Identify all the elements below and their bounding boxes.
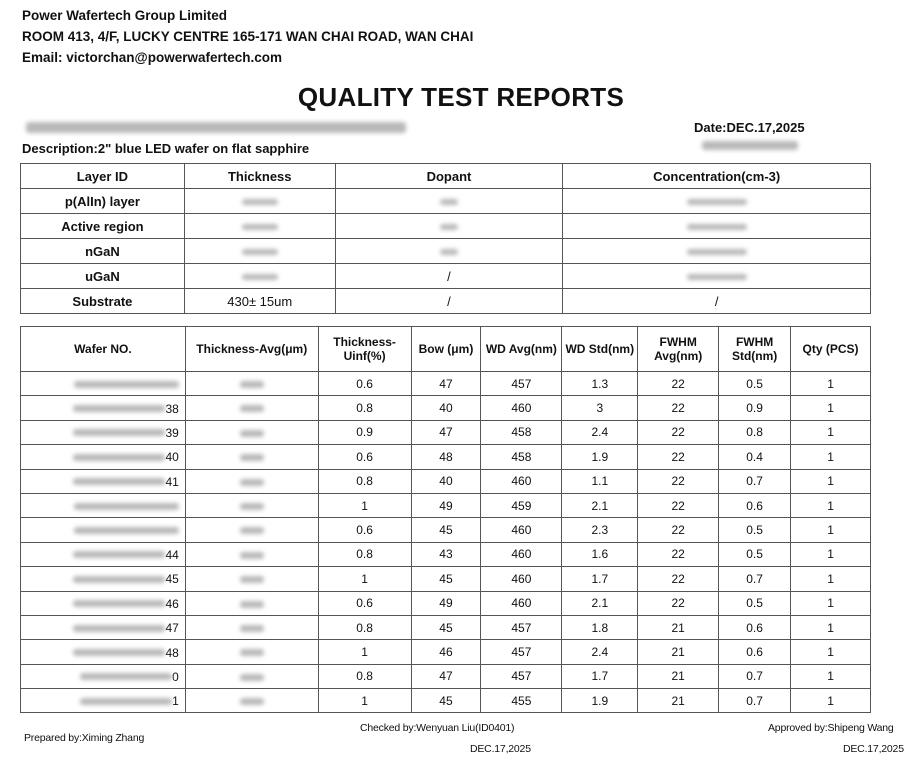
- fwhm-avg-cell: 22: [638, 420, 719, 444]
- redacted-value: [242, 224, 278, 230]
- redacted-thickness-avg: [240, 430, 264, 437]
- wafer-test-table: [20, 326, 871, 713]
- qty-cell: 1: [791, 615, 871, 639]
- thickness-avg-cell: [185, 445, 318, 469]
- thickness-uinf-cell: 0.8: [318, 664, 411, 688]
- approved-by: Approved by:Shipeng Wang: [768, 722, 894, 734]
- header-wd-avg: WD Avg(nm): [481, 327, 562, 372]
- header-thickness-uinf: Thickness-Uinf(%): [318, 327, 411, 372]
- wafer-row: [21, 493, 871, 517]
- wafer-no-suffix: 41: [165, 474, 179, 489]
- fwhm-std-cell: 0.5: [719, 542, 791, 566]
- bow-cell: 45: [411, 518, 481, 542]
- thickness-avg-cell: [185, 591, 318, 615]
- qty-cell: 1: [791, 664, 871, 688]
- wd-std-cell: 2.1: [562, 493, 638, 517]
- redacted-wafer-prefix: [80, 698, 172, 705]
- layer-concentration-cell: [563, 189, 871, 214]
- wafer-row: [21, 372, 871, 396]
- layer-dopant-cell: [335, 239, 563, 264]
- header-qty: Qty (PCS): [791, 327, 871, 372]
- fwhm-avg-cell: 22: [638, 591, 719, 615]
- fwhm-std-cell: 0.9: [719, 396, 791, 420]
- wafer-no-suffix: 47: [165, 621, 179, 636]
- header-concentration: Concentration(cm-3): [563, 164, 871, 189]
- wafer-no-cell: [21, 542, 186, 566]
- redacted-value: [687, 249, 747, 255]
- redacted-wafer-prefix: [73, 454, 165, 461]
- redacted-value: [242, 249, 278, 255]
- redacted-wafer-prefix: [80, 673, 172, 680]
- layer-table-header: [21, 164, 871, 189]
- thickness-uinf-cell: 0.6: [318, 372, 411, 396]
- company-email: Email: victorchan@powerwafertech.com: [22, 50, 282, 65]
- wafer-no-cell: [21, 615, 186, 639]
- fwhm-avg-cell: 22: [638, 542, 719, 566]
- redacted-date-note: [702, 141, 798, 150]
- qty-cell: 1: [791, 420, 871, 444]
- redacted-wafer-prefix: [74, 381, 179, 388]
- bow-cell: 40: [411, 469, 481, 493]
- wd-std-cell: 1.9: [562, 445, 638, 469]
- thickness-uinf-cell: 0.6: [318, 591, 411, 615]
- layer-id-cell: nGaN: [21, 239, 185, 264]
- wd-std-cell: 2.4: [562, 420, 638, 444]
- fwhm-std-cell: 0.7: [719, 664, 791, 688]
- thickness-uinf-cell: 1: [318, 689, 411, 713]
- wafer-row: [21, 689, 871, 713]
- header-wafer-no: Wafer NO.: [21, 327, 186, 372]
- fwhm-avg-cell: 22: [638, 493, 719, 517]
- wafer-no-suffix: 46: [165, 596, 179, 611]
- wafer-no-cell: [21, 591, 186, 615]
- wd-std-cell: 1.7: [562, 567, 638, 591]
- fwhm-avg-cell: 22: [638, 567, 719, 591]
- report-title: QUALITY TEST REPORTS: [297, 82, 625, 112]
- wd-avg-cell: 460: [481, 469, 562, 493]
- bow-cell: 40: [411, 396, 481, 420]
- wafer-no-suffix: 40: [165, 450, 179, 465]
- wd-avg-cell: 455: [481, 689, 562, 713]
- layer-thickness-cell: [184, 214, 335, 239]
- wafer-no-suffix: 1: [172, 694, 179, 709]
- redacted-thickness-avg: [240, 503, 264, 510]
- wafer-no-suffix: 39: [165, 425, 179, 440]
- wafer-no-cell: [21, 493, 186, 517]
- layer-dopant-cell: /: [335, 289, 563, 314]
- bow-cell: 47: [411, 420, 481, 444]
- wafer-no-cell: [21, 420, 186, 444]
- layer-row: [21, 189, 871, 214]
- fwhm-std-cell: 0.4: [719, 445, 791, 469]
- fwhm-std-cell: 0.7: [719, 469, 791, 493]
- fwhm-std-cell: 0.8: [719, 420, 791, 444]
- wd-std-cell: 2.1: [562, 591, 638, 615]
- fwhm-avg-cell: 22: [638, 396, 719, 420]
- header-dopant: Dopant: [335, 164, 563, 189]
- header-fwhm-avg: FWHM Avg(nm): [638, 327, 719, 372]
- layer-dopant-cell: /: [335, 264, 563, 289]
- fwhm-avg-cell: 21: [638, 689, 719, 713]
- bow-cell: 45: [411, 689, 481, 713]
- fwhm-std-cell: 0.6: [719, 493, 791, 517]
- wd-std-cell: 1.7: [562, 664, 638, 688]
- wd-avg-cell: 457: [481, 664, 562, 688]
- fwhm-std-cell: 0.7: [719, 567, 791, 591]
- redacted-value: [687, 274, 747, 280]
- wd-avg-cell: 460: [481, 567, 562, 591]
- thickness-avg-cell: [185, 469, 318, 493]
- wd-avg-cell: 460: [481, 542, 562, 566]
- thickness-uinf-cell: 0.8: [318, 542, 411, 566]
- qty-cell: 1: [791, 396, 871, 420]
- fwhm-avg-cell: 22: [638, 518, 719, 542]
- wd-avg-cell: 459: [481, 493, 562, 517]
- wafer-no-suffix: 44: [165, 547, 179, 562]
- thickness-avg-cell: [185, 518, 318, 542]
- layer-structure-table: [20, 163, 871, 314]
- thickness-uinf-cell: 1: [318, 493, 411, 517]
- fwhm-avg-cell: 21: [638, 664, 719, 688]
- header-thickness: Thickness: [184, 164, 335, 189]
- thickness-avg-cell: [185, 567, 318, 591]
- redacted-wafer-prefix: [73, 576, 165, 583]
- wafer-no-cell: [21, 396, 186, 420]
- qty-cell: 1: [791, 493, 871, 517]
- wafer-no-cell: [21, 640, 186, 664]
- fwhm-std-cell: 0.6: [719, 640, 791, 664]
- qty-cell: 1: [791, 518, 871, 542]
- wafer-no-suffix: 48: [165, 645, 179, 660]
- redacted-value: [687, 199, 747, 205]
- wafer-row: [21, 542, 871, 566]
- qty-cell: 1: [791, 640, 871, 664]
- fwhm-std-cell: 0.6: [719, 615, 791, 639]
- qty-cell: 1: [791, 469, 871, 493]
- wd-avg-cell: 457: [481, 372, 562, 396]
- wd-std-cell: 2.4: [562, 640, 638, 664]
- redacted-thickness-avg: [240, 552, 264, 559]
- layer-id-cell: Substrate: [21, 289, 185, 314]
- wd-avg-cell: 460: [481, 591, 562, 615]
- wd-std-cell: 2.3: [562, 518, 638, 542]
- qty-cell: 1: [791, 445, 871, 469]
- thickness-uinf-cell: 0.8: [318, 396, 411, 420]
- thickness-uinf-cell: 0.9: [318, 420, 411, 444]
- wafer-table-header: [21, 327, 871, 372]
- thickness-avg-cell: [185, 689, 318, 713]
- qty-cell: 1: [791, 591, 871, 615]
- redacted-value: [440, 224, 458, 230]
- bow-cell: 43: [411, 542, 481, 566]
- layer-dopant-cell: [335, 214, 563, 239]
- redacted-thickness-avg: [240, 479, 264, 486]
- layer-concentration-cell: [563, 264, 871, 289]
- fwhm-avg-cell: 22: [638, 445, 719, 469]
- wd-std-cell: 3: [562, 396, 638, 420]
- redacted-value: [440, 249, 458, 255]
- wafer-no-cell: [21, 567, 186, 591]
- wafer-row: [21, 615, 871, 639]
- fwhm-avg-cell: 22: [638, 469, 719, 493]
- layer-id-cell: Active region: [21, 214, 185, 239]
- wd-avg-cell: 458: [481, 420, 562, 444]
- wafer-row: [21, 664, 871, 688]
- fwhm-std-cell: 0.7: [719, 689, 791, 713]
- bow-cell: 49: [411, 493, 481, 517]
- redacted-product-line: [26, 122, 406, 133]
- thickness-avg-cell: [185, 493, 318, 517]
- bow-cell: 45: [411, 567, 481, 591]
- layer-id-cell: p(AlIn) layer: [21, 189, 185, 214]
- redacted-wafer-prefix: [73, 405, 165, 412]
- redacted-value: [440, 199, 458, 205]
- wafer-row: [21, 396, 871, 420]
- layer-id-cell: uGaN: [21, 264, 185, 289]
- wd-std-cell: 1.1: [562, 469, 638, 493]
- bow-cell: 45: [411, 615, 481, 639]
- thickness-avg-cell: [185, 396, 318, 420]
- redacted-thickness-avg: [240, 674, 264, 681]
- layer-thickness-cell: 430± 15um: [184, 289, 335, 314]
- layer-row: [21, 214, 871, 239]
- fwhm-std-cell: 0.5: [719, 518, 791, 542]
- wd-avg-cell: 457: [481, 640, 562, 664]
- wafer-row: [21, 445, 871, 469]
- thickness-avg-cell: [185, 664, 318, 688]
- fwhm-std-cell: 0.5: [719, 372, 791, 396]
- wd-avg-cell: 458: [481, 445, 562, 469]
- fwhm-avg-cell: 21: [638, 640, 719, 664]
- redacted-value: [687, 224, 747, 230]
- wafer-row: [21, 591, 871, 615]
- fwhm-avg-cell: 22: [638, 372, 719, 396]
- wd-std-cell: 1.6: [562, 542, 638, 566]
- thickness-uinf-cell: 0.8: [318, 469, 411, 493]
- wafer-no-cell: [21, 664, 186, 688]
- wafer-row: [21, 567, 871, 591]
- redacted-thickness-avg: [240, 527, 264, 534]
- layer-row: [21, 264, 871, 289]
- redacted-thickness-avg: [240, 454, 264, 461]
- layer-thickness-cell: [184, 239, 335, 264]
- bow-cell: 46: [411, 640, 481, 664]
- wafer-no-cell: [21, 689, 186, 713]
- wd-std-cell: 1.9: [562, 689, 638, 713]
- layer-row: [21, 289, 871, 314]
- thickness-uinf-cell: 0.6: [318, 445, 411, 469]
- layer-row: [21, 239, 871, 264]
- qty-cell: 1: [791, 542, 871, 566]
- fwhm-avg-cell: 21: [638, 615, 719, 639]
- thickness-avg-cell: [185, 420, 318, 444]
- redacted-wafer-prefix: [74, 503, 179, 510]
- wd-avg-cell: 460: [481, 396, 562, 420]
- report-date: Date:DEC.17,2025: [694, 120, 805, 135]
- header-thickness-avg: Thickness-Avg(μm): [185, 327, 318, 372]
- qty-cell: 1: [791, 372, 871, 396]
- wafer-no-suffix: 38: [165, 401, 179, 416]
- wafer-no-cell: [21, 372, 186, 396]
- header-fwhm-std: FWHM Std(nm): [719, 327, 791, 372]
- header-wd-std: WD Std(nm): [562, 327, 638, 372]
- layer-dopant-cell: [335, 189, 563, 214]
- redacted-wafer-prefix: [73, 600, 165, 607]
- redacted-thickness-avg: [240, 625, 264, 632]
- wafer-row: [21, 640, 871, 664]
- redacted-thickness-avg: [240, 601, 264, 608]
- qty-cell: 1: [791, 689, 871, 713]
- checked-date: DEC.17,2025: [470, 743, 531, 755]
- thickness-uinf-cell: 0.6: [318, 518, 411, 542]
- bow-cell: 47: [411, 372, 481, 396]
- wd-avg-cell: 457: [481, 615, 562, 639]
- company-address: ROOM 413, 4/F, LUCKY CENTRE 165-171 WAN CHAI ROAD, WAN CHAI: [22, 29, 474, 44]
- approved-date: DEC.17,2025: [843, 743, 904, 755]
- layer-thickness-cell: [184, 264, 335, 289]
- layer-concentration-cell: [563, 214, 871, 239]
- redacted-wafer-prefix: [74, 527, 179, 534]
- fwhm-std-cell: 0.5: [719, 591, 791, 615]
- thickness-uinf-cell: 1: [318, 640, 411, 664]
- layer-concentration-cell: /: [563, 289, 871, 314]
- thickness-avg-cell: [185, 372, 318, 396]
- bow-cell: 48: [411, 445, 481, 469]
- layer-concentration-cell: [563, 239, 871, 264]
- thickness-uinf-cell: 0.8: [318, 615, 411, 639]
- redacted-wafer-prefix: [73, 551, 165, 558]
- wafer-no-cell: [21, 469, 186, 493]
- bow-cell: 47: [411, 664, 481, 688]
- redacted-wafer-prefix: [73, 649, 165, 656]
- bow-cell: 49: [411, 591, 481, 615]
- wafer-row: [21, 469, 871, 493]
- layer-thickness-cell: [184, 189, 335, 214]
- thickness-uinf-cell: 1: [318, 567, 411, 591]
- redacted-thickness-avg: [240, 649, 264, 656]
- header-layer-id: Layer ID: [21, 164, 185, 189]
- wafer-no-suffix: 0: [172, 669, 179, 684]
- wd-std-cell: 1.8: [562, 615, 638, 639]
- wafer-row: [21, 518, 871, 542]
- header-bow: Bow (μm): [411, 327, 481, 372]
- redacted-wafer-prefix: [73, 429, 165, 436]
- wafer-no-cell: [21, 518, 186, 542]
- checked-by: Checked by:Wenyuan Liu(ID0401): [360, 722, 515, 734]
- redacted-wafer-prefix: [73, 625, 165, 632]
- redacted-value: [242, 274, 278, 280]
- redacted-thickness-avg: [240, 405, 264, 412]
- thickness-avg-cell: [185, 640, 318, 664]
- thickness-avg-cell: [185, 542, 318, 566]
- wafer-no-cell: [21, 445, 186, 469]
- redacted-value: [242, 199, 278, 205]
- wafer-no-suffix: 45: [165, 572, 179, 587]
- description: Description:2" blue LED wafer on flat sapphire: [22, 141, 310, 156]
- wd-avg-cell: 460: [481, 518, 562, 542]
- redacted-thickness-avg: [240, 698, 264, 705]
- qty-cell: 1: [791, 567, 871, 591]
- redacted-thickness-avg: [240, 576, 264, 583]
- redacted-thickness-avg: [240, 381, 264, 388]
- prepared-by: Prepared by:Ximing Zhang: [24, 732, 145, 744]
- wafer-row: [21, 420, 871, 444]
- company-name: Power Wafertech Group Limited: [22, 8, 228, 23]
- redacted-wafer-prefix: [73, 478, 165, 485]
- wd-std-cell: 1.3: [562, 372, 638, 396]
- thickness-avg-cell: [185, 615, 318, 639]
